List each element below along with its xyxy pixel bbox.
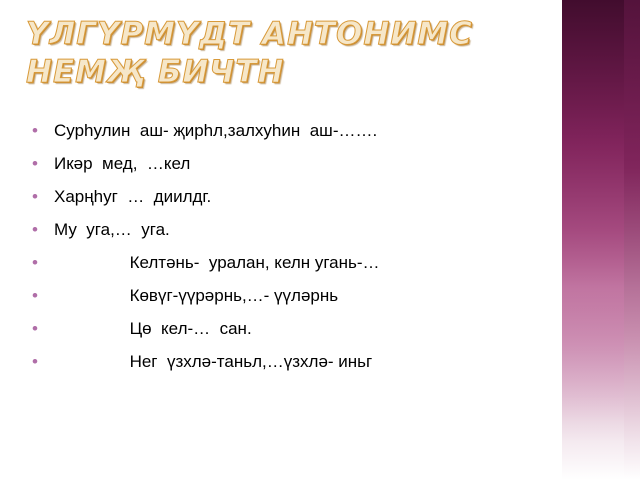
list-item-text: Икәр мед, …кел <box>54 154 191 173</box>
list-item <box>30 316 530 342</box>
bullet-icon: • <box>32 121 38 140</box>
bullet-list <box>30 118 530 382</box>
bullet-icon: • <box>32 286 38 305</box>
list-item <box>30 217 530 243</box>
list-item <box>30 118 530 144</box>
list-item-text: Келтәнь- уралан, келн угань-… <box>54 253 380 272</box>
list-item <box>30 184 530 210</box>
bullet-icon: • <box>32 319 38 338</box>
list-item <box>30 151 530 177</box>
list-item-text: Цө кел-… сан. <box>54 319 252 338</box>
bullet-icon: • <box>32 253 38 272</box>
list-item-text: Сурһулин аш- җирһл,залхуһин аш-……. <box>54 121 378 140</box>
bullet-icon: • <box>32 352 38 371</box>
list-item <box>30 283 530 309</box>
decorative-right-band <box>562 0 640 480</box>
list-item <box>30 349 530 375</box>
decorative-band-accent <box>624 0 640 480</box>
list-item-text: Харңһуг … диилдг. <box>54 187 212 206</box>
bullet-icon: • <box>32 154 38 173</box>
list-item-text: Көвүг-үүрәрнь,…- үүләрнь <box>54 286 339 305</box>
list-item-text: Нег үзхлә-таньл,…үзхлә- иньг <box>54 352 373 371</box>
slide-title: ҮЛГҮРМҮДТ АНТОНИМС НЕМҖ БИЧТН <box>26 16 473 90</box>
bullet-icon: • <box>32 220 38 239</box>
list-item-text: Му уга,… уга. <box>54 220 170 239</box>
list-item <box>30 250 530 276</box>
bullet-icon: • <box>32 187 38 206</box>
